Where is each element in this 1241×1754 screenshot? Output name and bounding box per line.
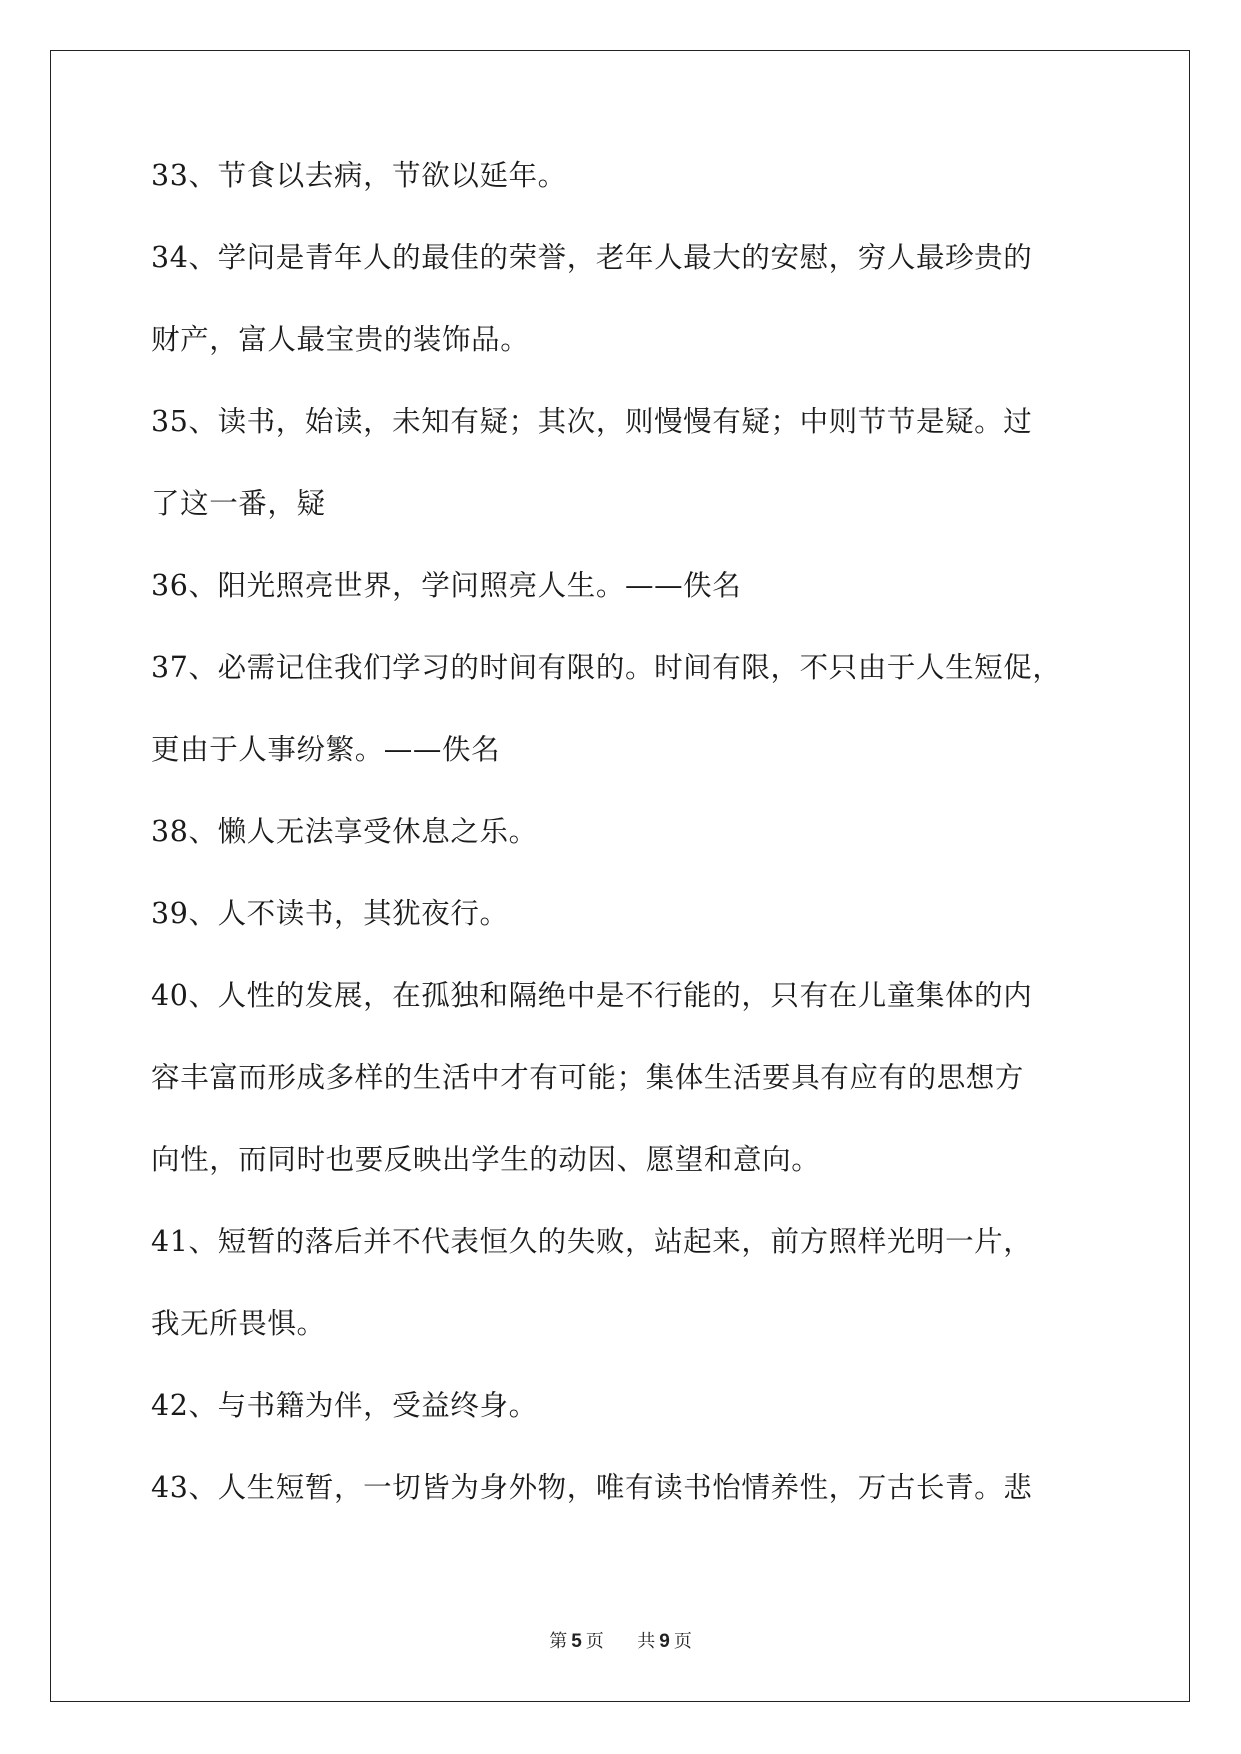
total-suffix: 页 <box>673 1631 692 1652</box>
text-line: 38、懒人无法享受休息之乐。 <box>151 815 538 848</box>
text-line: 36、阳光照亮世界，学问照亮人生。——佚名 <box>151 569 742 602</box>
total-prefix: 共 <box>637 1631 656 1652</box>
text-line: 更由于人事纷繁。——佚名 <box>151 733 501 766</box>
text-line: 43、人生短暂，一切皆为身外物，唯有读书怡情养性，万古长青。悲 <box>151 1471 1033 1504</box>
page-prefix: 第 <box>549 1631 568 1652</box>
current-page: 5 <box>571 1631 582 1652</box>
document-body <box>151 160 1111 1554</box>
text-line: 33、节食以去病，节欲以延年。 <box>151 159 567 192</box>
text-line: 了这一番，疑 <box>151 487 326 520</box>
text-line: 向性，而同时也要反映出学生的动因、愿望和意向。 <box>151 1143 821 1176</box>
text-line: 37、必需记住我们学习的时间有限的。时间有限，不只由于人生短促， <box>151 651 1062 684</box>
text-line: 容丰富而形成多样的生活中才有可能；集体生活要具有应有的思想方 <box>151 1061 1025 1094</box>
text-line: 41、短暂的落后并不代表恒久的失败，站起来，前方照样光明一片， <box>151 1225 1033 1258</box>
text-line: 财产，富人最宝贵的装饰品。 <box>151 323 530 356</box>
text-line: 我无所畏惧。 <box>151 1307 326 1340</box>
text-line: 34、学问是青年人的最佳的荣誉，老年人最大的安慰，穷人最珍贵的 <box>151 241 1033 274</box>
text-line: 35、读书，始读，未知有疑；其次，则慢慢有疑；中则节节是疑。过 <box>151 405 1033 438</box>
total-pages <box>637 1631 692 1652</box>
total-page-count: 9 <box>659 1631 670 1652</box>
text-line: 40、人性的发展，在孤独和隔绝中是不行能的，只有在儿童集体的内 <box>151 979 1033 1012</box>
text-line: 39、人不读书，其犹夜行。 <box>151 897 509 930</box>
page-footer <box>0 1632 1241 1652</box>
page-number <box>549 1631 609 1652</box>
text-line: 42、与书籍为伴，受益终身。 <box>151 1389 538 1422</box>
page-suffix: 页 <box>585 1631 604 1652</box>
